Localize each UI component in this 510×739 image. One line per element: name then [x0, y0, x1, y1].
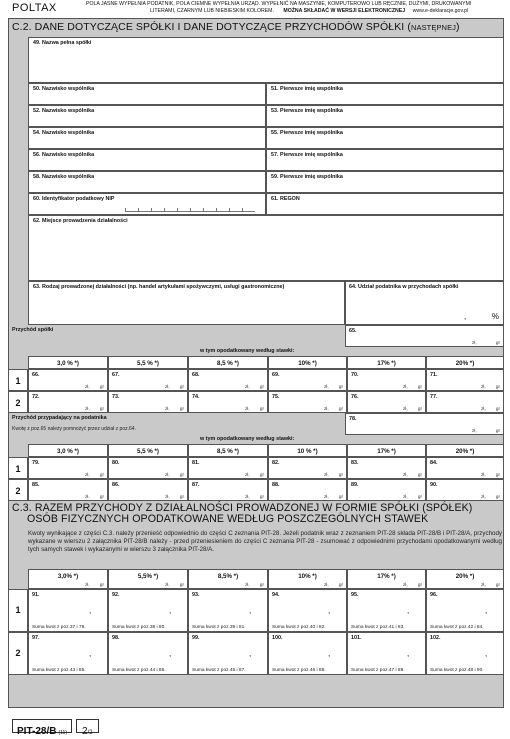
c3-row-1 — [28, 589, 504, 632]
footer-page-number: 2 — [82, 726, 88, 737]
field-79-zl: zł, — [85, 472, 90, 477]
c3-rate-20-gr: gr — [495, 582, 500, 587]
c3-rate-3-0-label: 3,0% *) — [57, 573, 79, 580]
field-86-zl: zł, — [165, 494, 170, 499]
field-81-gr: gr — [259, 472, 264, 477]
field-69-label: 69. — [272, 372, 280, 378]
field-67-zl: zł, — [165, 384, 170, 389]
kwote-note: Kwotę z poz.65 należy pomnożyć przez udział z poz.64. — [12, 426, 136, 432]
c3-rate-17-zl: zł, — [403, 582, 408, 587]
field-98-sum: Suma kwot z poz.44 i 86. — [112, 668, 166, 673]
field-95-comma: , — [407, 606, 410, 615]
field-65[interactable] — [345, 325, 504, 347]
c3-rate-5-5-gr: gr — [179, 582, 184, 587]
field-96-comma: , — [485, 606, 488, 615]
c3-rate-10-label: 10% *) — [298, 573, 317, 580]
rate-20: 20% *) — [426, 356, 504, 369]
field-66[interactable] — [28, 369, 108, 391]
field-67[interactable] — [108, 369, 188, 391]
field-70-label: 70. — [351, 372, 359, 378]
c2-title-small: NASTĘPNEJ — [410, 23, 457, 32]
przypadajacy-label: Przychód przypadający na podatnika — [12, 415, 107, 421]
field-89[interactable] — [347, 479, 426, 501]
field-74-zl: zł, — [245, 406, 250, 411]
c3-title-1: C.3. RAZEM PRZYCHODY Z DZIAŁALNOŚCI PROWADZONEJ W FORMIE SPÓŁKI (SPÓŁEK) — [12, 502, 473, 514]
field-87-gr: gr — [259, 494, 264, 499]
field-86-gr: gr — [179, 494, 184, 499]
field-68[interactable] — [188, 369, 268, 391]
field-84[interactable] — [426, 457, 504, 479]
field-62-label: 62. Miejsce prowadzenia działalności — [33, 218, 128, 224]
c3-rate-10 — [268, 569, 347, 589]
field-83-label: 83. — [351, 460, 359, 466]
field-70-gr: gr — [417, 384, 422, 389]
rate-5-5: 5,5 % *) — [108, 356, 188, 369]
field-98-comma: , — [169, 649, 172, 658]
field-50[interactable] — [28, 83, 266, 105]
field-99-comma: , — [249, 649, 252, 658]
tym-label-2: w tym opodatkowany według stawki: — [200, 436, 295, 442]
field-53-label: 53. Pierwsze imię wspólnika — [271, 108, 343, 114]
c3-rate-10-gr: gr — [338, 582, 343, 587]
field-88-zl: zł, — [324, 494, 329, 499]
c3-rate-3-0-gr: gr — [99, 582, 104, 587]
field-101-sum: Suma kwot z poz.47 i 89. — [351, 668, 405, 673]
field-49-label: 49. Nazwa pełna spółki — [33, 40, 92, 46]
field-89-gr: gr — [417, 494, 422, 499]
field-84-label: 84. — [430, 460, 438, 466]
field-102-sum: Suma kwot z poz.48 i 90. — [430, 668, 484, 673]
field-87-zl: zł, — [245, 494, 250, 499]
field-78-label: 78. — [349, 416, 357, 422]
field-90-gr: gr — [495, 494, 500, 499]
field-52-label: 52. Nazwisko wspólnika — [33, 108, 95, 114]
field-84-zl: zł, — [481, 472, 486, 477]
field-100[interactable] — [268, 632, 347, 675]
field-100-comma: , — [328, 649, 331, 658]
c3-row-2-number: 2 — [8, 632, 28, 675]
field-75[interactable] — [268, 391, 347, 413]
field-91[interactable] — [28, 589, 108, 632]
field-86-label: 86. — [112, 482, 120, 488]
field-81-label: 81. — [192, 460, 200, 466]
c3-rate-8-5-label: 8,5% *) — [217, 573, 239, 580]
c2-title-end: ) — [456, 21, 460, 33]
field-68-gr: gr — [259, 384, 264, 389]
amount-row-85 — [28, 479, 504, 501]
field-91-label: 91. — [32, 592, 40, 598]
c3-description: Kwoty wynikające z części C.3. należy przenieść odpowiednio do części C zeznania PIT-28. Jeżeli podatnik wraz z zeznaniem PIT-28 składa PIT-28/B i PIT-28/A, przychody wykazane w wierszu 2 załącznika PIT-28/B należy - przed przeniesieniem do części C zeznania PIT-28 - zsumować z odpowiednimi przychodami opodatkowanymi według tych samych stawek i wykazanymi w wierszu 3 załącznika PIT-28/A. — [28, 530, 502, 554]
amount-row-66 — [28, 369, 504, 391]
field-67-gr: gr — [179, 384, 184, 389]
footer-form-version: (11) — [58, 730, 67, 736]
field-57-label: 57. Pierwsze imię wspólnika — [271, 152, 343, 158]
field-82-gr: gr — [338, 472, 343, 477]
field-59-label: 59. Pierwsze imię wspólnika — [271, 174, 343, 180]
c2-title-main: C.2. DANE DOTYCZĄCE SPÓŁKI I DANE DOTYCZĄCE PRZYCHODÓW SPÓŁKI ( — [12, 21, 411, 33]
field-59[interactable] — [266, 171, 504, 193]
field-79-label: 79. — [32, 460, 40, 466]
field-73-zl: zł, — [165, 406, 170, 411]
field-76-label: 76. — [351, 394, 359, 400]
field-95[interactable] — [347, 589, 426, 632]
rate-header-1 — [28, 356, 504, 369]
c3-rate-3-0 — [28, 569, 108, 589]
nip-tick-marks — [125, 208, 255, 212]
field-81-zl: zł, — [245, 472, 250, 477]
field-93[interactable] — [188, 589, 268, 632]
field-71-gr: gr — [495, 384, 500, 389]
field-65-label: 65. — [349, 328, 357, 334]
c3-title-2: OSÓB FIZYCZNYCH OPODATKOWANE WEDŁUG POSZCZEGÓLNYCH STAWEK — [27, 513, 429, 525]
field-102[interactable] — [426, 632, 504, 675]
field-76-gr: gr — [417, 406, 422, 411]
field-73[interactable] — [108, 391, 188, 413]
field-74-gr: gr — [259, 406, 264, 411]
field-83-zl: zł, — [403, 472, 408, 477]
field-74[interactable] — [188, 391, 268, 413]
top-note-2 — [150, 8, 468, 14]
field-75-gr: gr — [338, 406, 343, 411]
field-51[interactable] — [266, 83, 504, 105]
field-99-label: 99. — [192, 635, 200, 641]
rate2-8-5: 8,5 % *) — [188, 444, 268, 457]
rate-10: 10% *) — [268, 356, 347, 369]
footer-form-name: PIT-28/B — [17, 726, 57, 737]
field-69[interactable] — [268, 369, 347, 391]
field-66-gr: gr — [99, 384, 104, 389]
field-94-sum: Suma kwot z poz.40 i 82. — [272, 625, 326, 630]
field-102-comma: , — [485, 649, 488, 658]
c3-rate-header — [28, 569, 504, 589]
row-1-number: 1 — [8, 369, 28, 391]
field-77-label: 77. — [430, 394, 438, 400]
field-82-label: 82. — [272, 460, 280, 466]
c3-rate-10-zl: zł, — [324, 582, 329, 587]
field-95-sum: Suma kwot z poz.41 i 83. — [351, 625, 405, 630]
field-61[interactable] — [266, 193, 504, 215]
field-65-gr: gr — [495, 340, 500, 345]
top-note-1: POLA JASNE WYPEŁNIA PODATNIK, POLA CIEMNE WYPEŁNIA URZĄD. WYPEŁNIĆ NA MASZYNIE, KOMPUTEROWO LUB RĘCZNIE, DUŻYMI, DRUKOWANYMI — [86, 1, 472, 7]
field-58[interactable] — [28, 171, 266, 193]
field-76[interactable] — [347, 391, 426, 413]
c3-rate-20-zl: zł, — [481, 582, 486, 587]
field-54-label: 54. Nazwisko wspólnika — [33, 130, 95, 136]
field-75-zl: zł, — [324, 406, 329, 411]
field-72-zl: zł, — [85, 406, 90, 411]
field-82[interactable] — [268, 457, 347, 479]
c3-rate-5-5-zl: zł, — [165, 582, 170, 587]
tym-label-1: w tym opodatkowany według stawki: — [200, 348, 295, 354]
field-55[interactable] — [266, 127, 504, 149]
field-94-label: 94. — [272, 592, 280, 598]
field-50-label: 50. Nazwisko wspólnika — [33, 86, 95, 92]
row-1b-number: 1 — [8, 457, 28, 479]
field-96[interactable] — [426, 589, 504, 632]
footer-page-total: /2 — [87, 730, 93, 736]
field-92[interactable] — [108, 589, 188, 632]
c3-row-1-number: 1 — [8, 589, 28, 632]
field-93-sum: Suma kwot z poz.39 i 81. — [192, 625, 246, 630]
field-55-label: 55. Pierwsze imię wspólnika — [271, 130, 343, 136]
field-94-comma: , — [328, 606, 331, 615]
field-80-zl: zł, — [165, 472, 170, 477]
footer-page — [76, 719, 99, 737]
field-65-zl: zł, — [472, 340, 477, 345]
field-87-label: 87. — [192, 482, 200, 488]
field-56-label: 56. Nazwisko wspólnika — [33, 152, 95, 158]
field-61-label: 61. REGON — [271, 196, 300, 202]
top-note-2c: www.e-deklaracje.gov.pl — [412, 8, 469, 14]
field-81[interactable] — [188, 457, 268, 479]
row-2b-number: 2 — [8, 479, 28, 501]
field-64-percent: % — [491, 312, 499, 321]
field-80-gr: gr — [179, 472, 184, 477]
field-85-zl: zł, — [85, 494, 90, 499]
field-73-gr: gr — [179, 406, 184, 411]
rate2-5-5: 5,5 % *) — [108, 444, 188, 457]
field-88-gr: gr — [338, 494, 343, 499]
field-84-gr: gr — [495, 472, 500, 477]
field-94[interactable] — [268, 589, 347, 632]
field-85-gr: gr — [99, 494, 104, 499]
c3-rate-5-5-label: 5,5% *) — [137, 573, 159, 580]
field-51-label: 51. Pierwsze imię wspólnika — [271, 86, 343, 92]
brand: POLTAX — [12, 2, 57, 14]
field-68-label: 68. — [192, 372, 200, 378]
c3-rate-20 — [426, 569, 504, 589]
field-97-comma: , — [89, 649, 92, 658]
field-77-zl: zł, — [481, 406, 486, 411]
c3-rate-17-label: 17% *) — [377, 573, 396, 580]
field-76-zl: zł, — [403, 406, 408, 411]
row-2-number: 2 — [8, 391, 28, 413]
field-54[interactable] — [28, 127, 266, 149]
field-78-zl: zł, — [472, 428, 477, 433]
field-77[interactable] — [426, 391, 504, 413]
c3-rate-17 — [347, 569, 426, 589]
field-69-zl: zł, — [324, 384, 329, 389]
field-68-zl: zł, — [245, 384, 250, 389]
field-92-comma: , — [169, 606, 172, 615]
field-90-zl: zł, — [481, 494, 486, 499]
rate2-20: 20% *) — [426, 444, 504, 457]
amount-row-79 — [28, 457, 504, 479]
field-52[interactable] — [28, 105, 266, 127]
field-92-sum: Suma kwot z poz.38 i 80. — [112, 625, 166, 630]
top-note-2a: LITERAMI, CZARNYM LUB NIEBIESKIM KOLOREM. — [150, 8, 274, 14]
field-101-comma: , — [407, 649, 410, 658]
field-101-label: 101. — [351, 635, 362, 641]
rate-8-5: 8,5 % *) — [188, 356, 268, 369]
field-58-label: 58. Nazwisko wspólnika — [33, 174, 95, 180]
field-77-gr: gr — [495, 406, 500, 411]
c2-title — [12, 22, 460, 33]
field-91-comma: , — [89, 606, 92, 615]
top-note-2b: MOŻNA SKŁADAĆ W WERSJI ELEKTRONICZNEJ — [283, 8, 406, 14]
field-91-sum: Suma kwot z poz.37 i 79. — [32, 625, 86, 630]
field-86[interactable] — [108, 479, 188, 501]
c3-rate-8-5-zl: zł, — [245, 582, 250, 587]
field-98-label: 98. — [112, 635, 120, 641]
amount-row-72 — [28, 391, 504, 413]
field-100-sum: Suma kwot z poz.46 i 88. — [272, 668, 326, 673]
field-85-label: 85. — [32, 482, 40, 488]
rate2-10: 10 % *) — [268, 444, 347, 457]
field-71[interactable] — [426, 369, 504, 391]
rate-3-0: 3,0 % *) — [28, 356, 108, 369]
rate2-3-0: 3,0 % *) — [28, 444, 108, 457]
field-69-gr: gr — [338, 384, 343, 389]
field-98[interactable] — [108, 632, 188, 675]
field-78-gr: gr — [495, 428, 500, 433]
field-49[interactable] — [28, 37, 504, 83]
field-101[interactable] — [347, 632, 426, 675]
field-72[interactable] — [28, 391, 108, 413]
field-99[interactable] — [188, 632, 268, 675]
field-70[interactable] — [347, 369, 426, 391]
field-62[interactable] — [28, 215, 504, 281]
field-96-label: 96. — [430, 592, 438, 598]
field-102-label: 102. — [430, 635, 441, 641]
field-80[interactable] — [108, 457, 188, 479]
field-72-label: 72. — [32, 394, 40, 400]
c3-rate-17-gr: gr — [417, 582, 422, 587]
field-67-label: 67. — [112, 372, 120, 378]
field-97-sum: Suma kwot z poz.43 i 85. — [32, 668, 86, 673]
field-87[interactable] — [188, 479, 268, 501]
field-71-zl: zł, — [481, 384, 486, 389]
field-72-gr: gr — [99, 406, 104, 411]
c3-rate-20-label: 20% *) — [455, 573, 475, 580]
przychod-spolki-label: Przychód spółki — [12, 327, 54, 333]
field-90[interactable] — [426, 479, 504, 501]
field-63[interactable] — [28, 281, 345, 325]
field-66-zl: zł, — [85, 384, 90, 389]
c3-row-2 — [28, 632, 504, 675]
field-90-label: 90. — [430, 482, 438, 488]
field-60[interactable] — [28, 193, 266, 215]
field-70-zl: zł, — [403, 384, 408, 389]
field-97-label: 97. — [32, 635, 40, 641]
c3-rate-3-0-zl: zł, — [85, 582, 90, 587]
field-60-label: 60. Identyfikator podatkowy NIP — [33, 196, 115, 202]
c3-rate-8-5 — [188, 569, 268, 589]
field-56[interactable] — [28, 149, 266, 171]
field-92-label: 92. — [112, 592, 120, 598]
field-66-label: 66. — [32, 372, 40, 378]
c3-rate-5-5 — [108, 569, 188, 589]
field-88-label: 88. — [272, 482, 280, 488]
rate2-17: 17% *) — [347, 444, 426, 457]
field-97[interactable] — [28, 632, 108, 675]
field-57[interactable] — [266, 149, 504, 171]
field-83[interactable] — [347, 457, 426, 479]
field-78[interactable] — [345, 413, 504, 435]
field-82-zl: zł, — [324, 472, 329, 477]
rate-header-2 — [28, 444, 504, 457]
field-73-label: 73. — [112, 394, 120, 400]
field-80-label: 80. — [112, 460, 120, 466]
field-79-gr: gr — [99, 472, 104, 477]
field-53[interactable] — [266, 105, 504, 127]
field-93-label: 93. — [192, 592, 200, 598]
field-83-gr: gr — [417, 472, 422, 477]
field-96-sum: Suma kwot z poz.42 i 84. — [430, 625, 484, 630]
field-64-comma: , — [464, 312, 467, 321]
field-99-sum: Suma kwot z poz.45 i 87. — [192, 668, 246, 673]
field-85[interactable] — [28, 479, 108, 501]
field-88[interactable] — [268, 479, 347, 501]
field-95-label: 95. — [351, 592, 359, 598]
field-89-zl: zł, — [403, 494, 408, 499]
field-93-comma: , — [249, 606, 252, 615]
field-64[interactable] — [345, 281, 504, 325]
c3-rate-8-5-gr: gr — [259, 582, 264, 587]
field-64-label: 64. Udział podatnika w przychodach spółki — [349, 284, 459, 290]
field-71-label: 71. — [430, 372, 438, 378]
field-100-label: 100. — [272, 635, 283, 641]
footer-form-id — [12, 719, 72, 737]
field-63-label: 63. Rodzaj prowadzonej działalności (np. handel artykułami spożywczymi, usługi gastronomiczne) — [33, 284, 285, 290]
field-79[interactable] — [28, 457, 108, 479]
field-89-label: 89. — [351, 482, 359, 488]
rate-17: 17% *) — [347, 356, 426, 369]
field-74-label: 74. — [192, 394, 200, 400]
field-75-label: 75. — [272, 394, 280, 400]
